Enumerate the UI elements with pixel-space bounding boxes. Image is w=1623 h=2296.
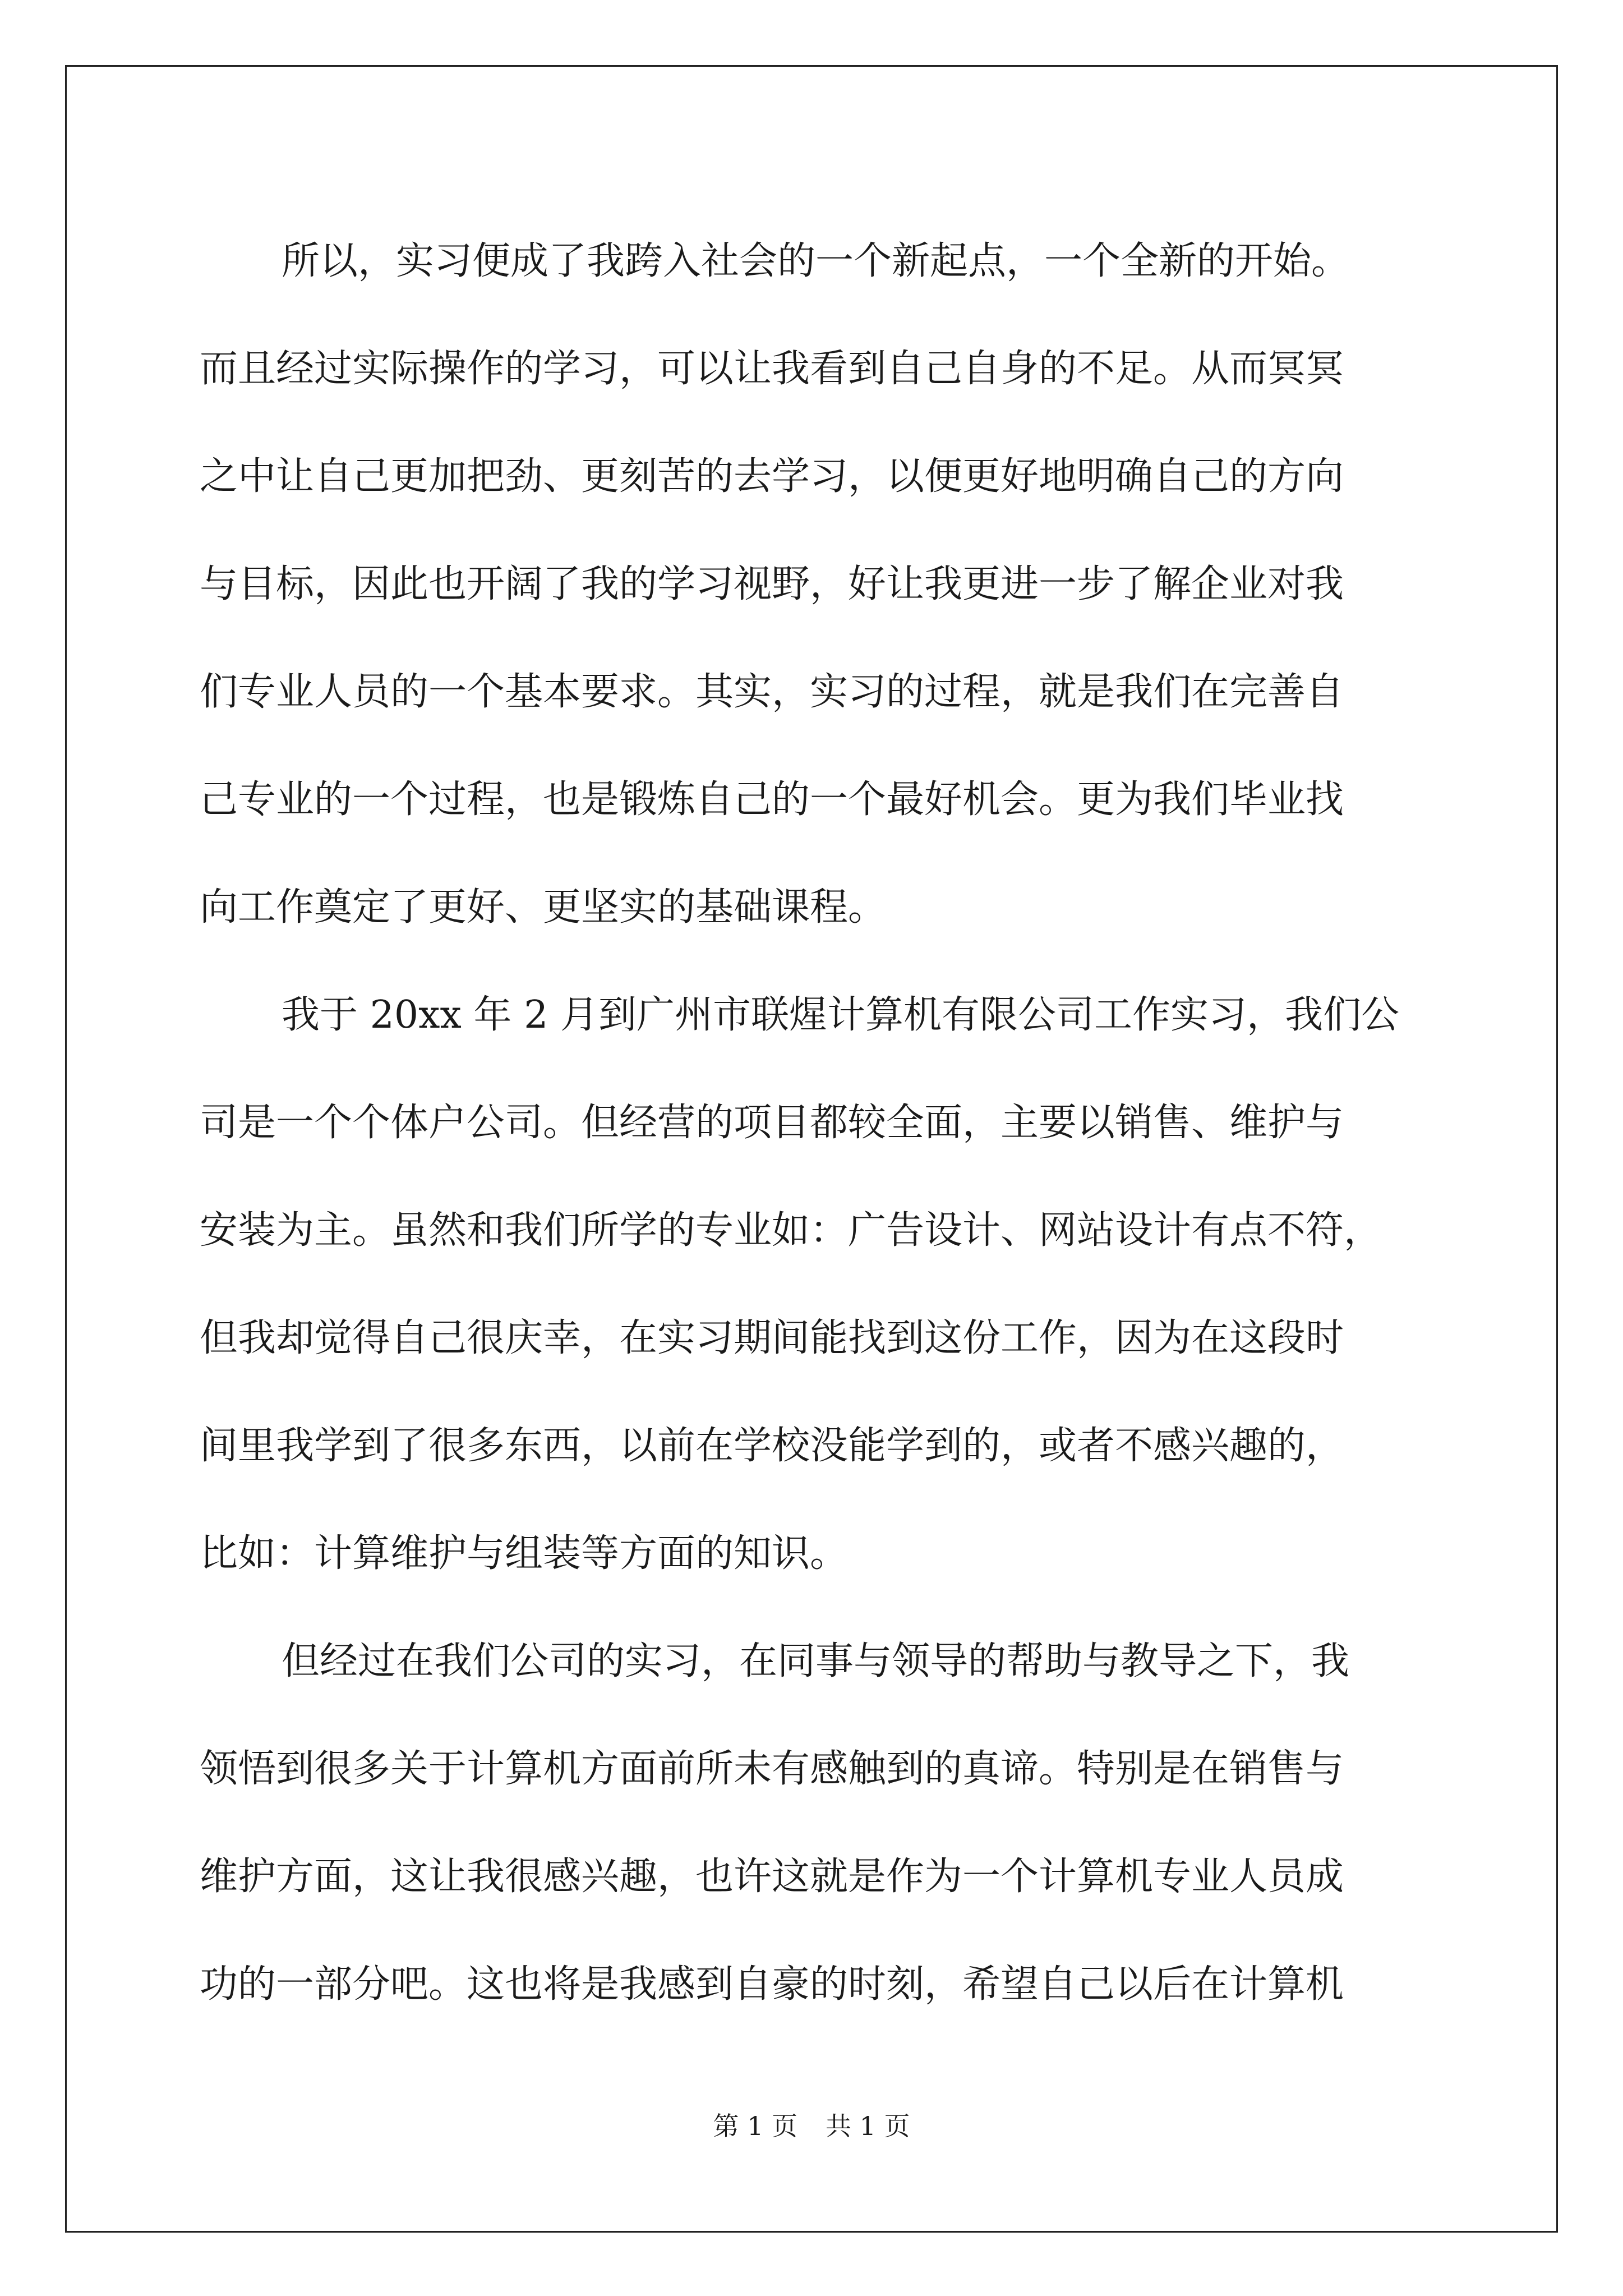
text-line: 领悟到很多关于计算机方面前所未有感触到的真谛。特别是在销售与 [200,1747,1344,1791]
text-line: 司是一个个体户公司。但经营的项目都较全面，主要以销售、维护与 [200,1101,1344,1145]
text-line: 比如：计算维护与组装等方面的知识。 [200,1531,849,1576]
text-line: 但经过在我们公司的实习，在同事与领导的帮助与教导之下，我 [282,1639,1350,1683]
text-line: 们专业人员的一个基本要求。其实，实习的过程，就是我们在完善自 [200,670,1344,714]
text-line: 而且经过实际操作的学习，可以让我看到自己自身的不足。从而冥冥 [200,347,1344,391]
text-line: 但我却觉得自己很庆幸，在实习期间能找到这份工作，因为在这段时 [200,1316,1344,1360]
text-line: 之中让自己更加把劲、更刻苦的去学习，以便更好地明确自己的方向 [200,454,1344,499]
text-line: 维护方面，这让我很感兴趣，也许这就是作为一个计算机专业人员成 [200,1855,1344,1899]
text-line: 向工作奠定了更好、更坚实的基础课程。 [200,885,887,930]
paragraph-3 [200,1608,1428,2039]
text-line: 安装为主。虽然和我们所学的专业如：广告设计、网站设计有点不符， [200,1208,1382,1253]
text-line: 与目标，因此也开阔了我的学习视野，好让我更进一步了解企业对我 [200,562,1344,606]
text-line: 己专业的一个过程，也是锻炼自己的一个最好机会。更为我们毕业找 [200,777,1344,822]
document-body [200,208,1428,2039]
page-number: 第 1 页 [713,2111,797,2141]
text-line: 间里我学到了很多东西，以前在学校没能学到的，或者不感兴趣的， [200,1424,1344,1468]
page-footer [0,2109,1623,2143]
paragraph-2 [200,961,1428,1608]
text-line: 我于 20xx 年 2 月到广州市联煋计算机有限公司工作实习，我们公 [282,993,1399,1037]
text-line: 功的一部分吧。这也将是我感到自豪的时刻，希望自己以后在计算机 [200,1962,1344,2007]
paragraph-1 [200,208,1428,961]
page-total: 共 1 页 [826,2111,910,2141]
text-line: 所以，实习便成了我跨入社会的一个新起点，一个全新的开始。 [282,239,1350,283]
